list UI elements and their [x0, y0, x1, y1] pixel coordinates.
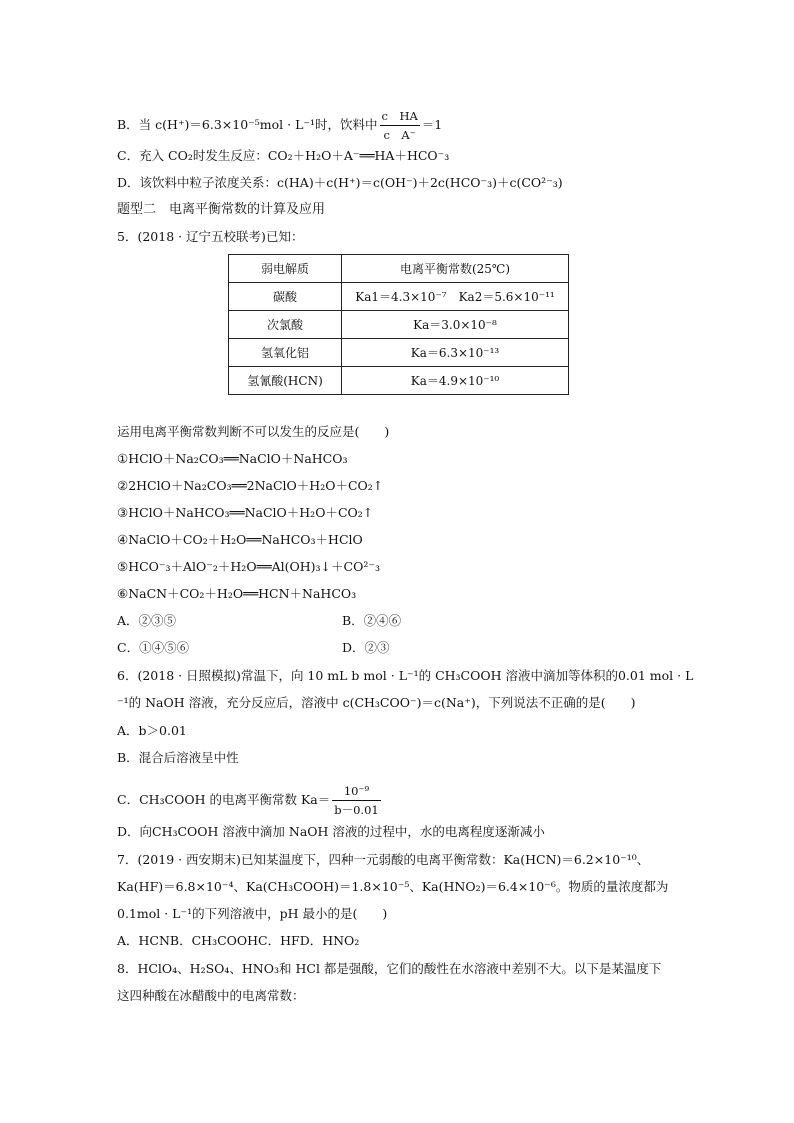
q4-option-b-numerator: c HA — [380, 108, 420, 126]
table-cell: Ka＝3.0×10⁻⁸ — [342, 311, 569, 339]
q5-reaction-5: ⑤HCO⁻₃＋AlO⁻₂＋H₂O══Al(OH)₃↓＋CO²⁻₃ — [117, 559, 380, 574]
q7-options: A．HCNB．CH₃COOHC．HFD．HNO₂ — [117, 933, 360, 948]
q8-line-2: 这四种酸在冰醋酸中的电离常数： — [117, 988, 305, 1003]
q7-line-3: 0.1mol · L⁻¹的下列溶液中，pH 最小的是( ) — [117, 906, 388, 921]
q4-option-b-fraction — [380, 108, 420, 143]
q5-stem: 5．(2018 · 辽宁五校联考)已知： — [117, 229, 304, 244]
q4-option-d: D．该饮料中粒子浓度关系：c(HA)＋c(H⁺)＝c(OH⁻)＋2c(HCO⁻₃)＋c(CO²⁻₃) — [117, 175, 563, 190]
q7-line-2: Ka(HF)＝6.8×10⁻⁴、Ka(CH₃COOH)＝1.8×10⁻⁵、Ka(HNO₂)＝6.4×10⁻⁶。物质的量浓度都为 — [117, 879, 669, 894]
q6-option-b: B．混合后溶液呈中性 — [117, 750, 239, 765]
table-row — [229, 339, 569, 367]
q5-option-d: D．②③ — [342, 640, 390, 655]
q5-reaction-1: ①HClO＋Na₂CO₃══NaClO＋NaHCO₃ — [117, 451, 348, 466]
q4-option-b-text: B．当 c(H⁺)＝6.3×10⁻⁵mol · L⁻¹时，饮料中 — [117, 117, 378, 132]
q7-line-1: 7．(2019 · 西安期末)已知某温度下，四种一元弱酸的电离平衡常数：Ka(HCN)＝6.2×10⁻¹⁰、 — [117, 852, 650, 867]
table-cell: Ka1＝4.3×10⁻⁷ Ka2＝5.6×10⁻¹¹ — [342, 283, 569, 311]
table-header-row — [229, 255, 569, 283]
q6-stem-line-1: 6．(2018 · 日照模拟)常温下，向 10 mL b mol · L⁻¹的 CH₃COOH 溶液中滴加等体积的0.01 mol · L — [117, 668, 694, 683]
q4-option-b-denominator: c A⁻ — [383, 128, 416, 142]
ionization-constant-table — [228, 254, 569, 395]
q6-option-c-numerator: 10⁻⁹ — [332, 783, 380, 801]
q4-option-c: C．充入 CO₂时发生反应：CO₂＋H₂O＋A⁻══HA＋HCO⁻₃ — [117, 148, 450, 163]
q6-option-d: D．向CH₃COOH 溶液中滴加 NaOH 溶液的过程中，水的电离程度逐渐减小 — [117, 824, 545, 839]
table-cell: 氢氰酸(HCN) — [229, 367, 342, 395]
table-cell: Ka＝6.3×10⁻¹³ — [342, 339, 569, 367]
q4-option-b — [117, 108, 442, 143]
q5-option-c: C．①④⑤⑥ — [117, 640, 190, 655]
q5-reaction-2: ②2HClO＋Na₂CO₃══2NaClO＋H₂O＋CO₂↑ — [117, 478, 384, 493]
q5-option-b: B．②④⑥ — [342, 613, 402, 628]
q5-reaction-6: ⑥NaCN＋CO₂＋H₂O══HCN＋NaHCO₃ — [117, 586, 357, 601]
table-row — [229, 311, 569, 339]
table-cell: 碳酸 — [229, 283, 342, 311]
table-row — [229, 283, 569, 311]
q6-option-c-text: C．CH₃COOH 的电离平衡常数 Ka＝ — [117, 792, 331, 807]
table-cell: Ka＝4.9×10⁻¹⁰ — [342, 367, 569, 395]
q6-option-c-fraction — [332, 783, 380, 818]
q6-option-c — [117, 783, 383, 818]
q5-question: 运用电离平衡常数判断不可以发生的反应是( ) — [117, 424, 390, 439]
q5-option-a: A．②③⑤ — [117, 613, 177, 628]
q4-option-b-tail: ＝1 — [421, 117, 443, 132]
q6-option-c-denominator: b－0.01 — [334, 803, 379, 817]
table-cell: 次氯酸 — [229, 311, 342, 339]
table-header-cell: 弱电解质 — [229, 255, 342, 283]
section-heading: 题型二 电离平衡常数的计算及应用 — [117, 202, 326, 217]
q5-reaction-4: ④NaClO＋CO₂＋H₂O══NaHCO₃＋HClO — [117, 532, 363, 547]
q5-reaction-3: ③HClO＋NaHCO₃══NaClO＋H₂O＋CO₂↑ — [117, 505, 374, 520]
q6-option-a: A．b＞0.01 — [117, 723, 187, 738]
q8-line-1: 8．HClO₄、H₂SO₄、HNO₃和 HCl 都是强酸，它们的酸性在水溶液中差别不大。以下是某温度下 — [117, 961, 662, 976]
table-row — [229, 367, 569, 395]
q6-stem-line-2: ⁻¹的 NaOH 溶液，充分反应后，溶液中 c(CH₃COO⁻)＝c(Na⁺)，下列说法不正确的是( ) — [117, 695, 636, 710]
table-cell: 氢氧化铝 — [229, 339, 342, 367]
table-header-cell: 电离平衡常数(25℃) — [342, 255, 569, 283]
